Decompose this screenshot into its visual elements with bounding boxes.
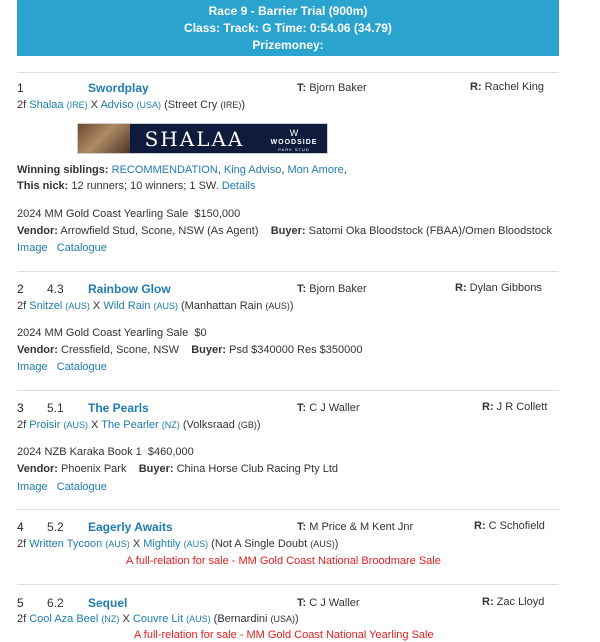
entry-links [17,242,107,254]
dam-link[interactable]: Wild Rain [103,300,151,312]
this-nick: This nick: 12 runners; 10 winners; 1 SW. Details [17,180,256,192]
entry-number: 3 [17,401,24,415]
entry-number: 1 [17,81,24,95]
sire-link[interactable]: Written Tycoon [29,538,103,550]
rider: R: J R Collett [482,401,548,413]
entry-odds: 4.3 [47,282,64,296]
sibling-link[interactable]: RECOMMENDATION [111,164,218,176]
winning-siblings: Winning siblings: RECOMMENDATION, King Adviso, Mon Amore, [17,164,347,176]
race-header [17,0,559,56]
catalogue-link[interactable]: Catalogue [56,481,107,493]
horse-name-link[interactable]: The Pearls [88,401,149,415]
vendor-buyer: Vendor: Phoenix Park Buyer: China Horse Club Racing Pty Ltd [17,463,339,475]
image-link[interactable]: Image [17,481,48,493]
sale-info: 2024 MM Gold Coast Yearling Sale $0 [17,327,207,339]
divider [17,584,559,585]
vendor-buyer: Vendor: Cressfield, Scone, NSW Buyer: Psd $340000 Res $350000 [17,344,363,356]
rider: R: C Schofield [474,520,545,532]
entry-links [17,481,107,493]
catalogue-link[interactable]: Catalogue [56,242,107,254]
pedigree: 2f Snitzel (AUS) X Wild Rain (AUS) (Manhattan Rain (AUS)) [17,300,294,312]
horse-name-link[interactable]: Sequel [88,596,128,610]
sale-info: 2024 MM Gold Coast Yearling Sale $150,000 [17,208,241,220]
entry-number: 4 [17,520,24,534]
sale-info: 2024 NZB Karaka Book 1 $460,000 [17,446,194,458]
stud-logo: W WOODSIDE PARK STUD [259,124,328,154]
race-class-track-time: Class: Track: G Time: 0:54.06 (34.79) [184,21,392,35]
pedigree: 2f Cool Aza Beel (NZ) X Couvre Lit (AUS) (Bernardini (USA)) [17,613,299,625]
entry-number: 2 [17,282,24,296]
dam-link[interactable]: Adviso [100,99,134,111]
divider [17,72,559,73]
rider: R: Rachel King [470,81,544,93]
vendor-buyer: Vendor: Arrowfield Stud, Scone, NSW (As Agent) Buyer: Satomi Oka Bloodstock (FBAA)/Omen Bloodstock [17,225,552,237]
dam-link[interactable]: The Pearler [101,419,159,431]
entry-odds: 5.1 [47,401,64,415]
entry-links [17,361,107,373]
sibling-link[interactable]: King Adviso [223,164,282,176]
pedigree: 2f Written Tycoon (AUS) X Mightily (AUS) (Not A Single Doubt (AUS)) [17,538,339,550]
catalogue-link[interactable]: Catalogue [56,361,107,373]
full-relation-sale-link[interactable]: A full-relation for sale - MM Gold Coast National Yearling Sale [134,629,434,641]
image-link[interactable]: Image [17,242,48,254]
pedigree: 2f Proisir (AUS) X The Pearler (NZ) (Volksraad (GB)) [17,419,261,431]
sire-link[interactable]: Cool Aza Beel [29,613,99,625]
horse-photo [78,124,130,154]
entry-number: 5 [17,596,24,610]
image-link[interactable]: Image [17,361,48,373]
pedigree: 2f Shalaa (IRE) X Adviso (USA) (Street Cry (IRE)) [17,99,246,111]
race-prizemoney: Prizemoney: [252,38,324,52]
rider: R: Zac Lloyd [482,596,545,608]
trainer: T: C J Waller [297,597,360,609]
trainer: T: Bjorn Baker [297,82,367,94]
horse-name-link[interactable]: Rainbow Glow [88,282,171,296]
dam-link[interactable]: Couvre Lit [132,613,184,625]
horse-name-link[interactable]: Swordplay [88,81,149,95]
entry-odds: 6.2 [47,596,64,610]
trainer: T: Bjorn Baker [297,283,367,295]
trainer: T: C J Waller [297,402,360,414]
sire-link[interactable]: Proisir [29,419,61,431]
full-relation-sale-link[interactable]: A full-relation for sale - MM Gold Coast National Broodmare Sale [126,555,441,567]
woodside-icon: W [289,128,299,138]
trainer: T: M Price & M Kent Jnr [297,521,414,533]
sire-link[interactable]: Snitzel [29,300,63,312]
dam-link[interactable]: Mightily [143,538,181,550]
race-title: Race 9 - Barrier Trial (900m) [208,4,368,18]
divider [17,271,559,272]
sire-link[interactable]: Shalaa [29,99,64,111]
sibling-link[interactable]: Mon Amore [287,164,344,176]
details-link[interactable]: Details [221,180,256,192]
rider: R: Dylan Gibbons [455,282,542,294]
entry-odds: 5.2 [47,520,64,534]
sire-logo: SHALAA [130,124,259,154]
divider [17,509,559,510]
divider [17,390,559,391]
stallion-ad-banner[interactable] [77,123,328,154]
horse-name-link[interactable]: Eagerly Awaits [88,520,173,534]
